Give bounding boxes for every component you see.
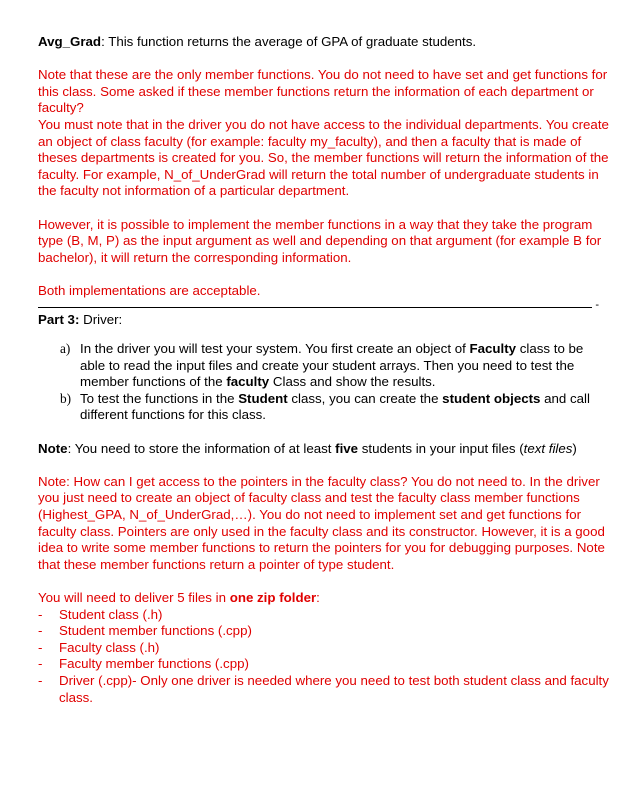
item-b-text-3: and call different functions for this class. <box>80 390 590 423</box>
deliver-heading <box>38 590 612 607</box>
deliverable-faculty-cpp: Faculty member functions (.cpp) <box>59 656 249 672</box>
deliverable-student-h: Student class (.h) <box>59 606 163 622</box>
item-a-text-3: Class and show the results. <box>269 374 436 390</box>
list-item-a <box>38 341 612 391</box>
item-b-text-1: To test the functions in the <box>80 390 239 406</box>
list-item <box>38 673 612 706</box>
note-driver-access: You must note that in the driver you do not have access to the individual departments. You create an object of class faculty (for example: faculty my_faculty), and then a faculty that is made of theses departments is created for you. So, the member functions will return the information of the faculty. For example, N_of_UnderGrad will return the total number of undergraduate students in the faculty not information of a particular department. <box>38 116 609 199</box>
avg-grad-desc: : This function returns the average of GPA of graduate students. <box>101 34 477 49</box>
note-member-functions: Note that these are the only member functions. You do not need to have set and get functions for this class. Some asked if these member functions return the information of each department or faculty? <box>38 67 608 116</box>
note-store-text-3: ) <box>572 440 577 456</box>
item-a-text-1: In the driver you will test your system. You first create an object of <box>80 341 470 357</box>
item-b-bold-student-objects: student objects <box>442 390 541 406</box>
list-marker-a: a) <box>60 341 71 357</box>
note-store-label: Note <box>38 440 68 456</box>
deliver-bold-zip: one zip folder <box>229 590 317 605</box>
list-item <box>38 607 612 624</box>
dash-marker: - <box>38 672 43 688</box>
note-both-acceptable: Both implementations are acceptable. <box>38 282 261 298</box>
dash-marker: - <box>38 623 43 639</box>
divider-dash: - <box>595 298 599 311</box>
item-b-bold-student: Student <box>238 390 288 406</box>
part3-label: Part 3: <box>38 311 80 327</box>
note-store-italic-text-files: text files <box>523 440 573 456</box>
part3-title: Driver: <box>79 311 123 327</box>
avg-grad-term: Avg_Grad <box>38 34 102 49</box>
note-store-paragraph <box>38 441 612 458</box>
section-divider <box>38 298 599 311</box>
note-program-type: However, it is possible to implement the member functions in a way that they take the program type (B, M, P) as the input argument as well and depending on that argument (for example B for bachelor), it will return the corresponding information. <box>38 216 602 265</box>
deliver-text-2: : <box>316 590 320 605</box>
item-a-bold-faculty-lower: faculty <box>226 374 270 390</box>
note-store-bold-five: five <box>335 440 359 456</box>
list-item <box>38 656 612 673</box>
list-item <box>38 623 612 640</box>
note-store-text-1: : You need to store the information of at least <box>67 440 336 456</box>
deliverable-faculty-h: Faculty class (.h) <box>59 639 160 655</box>
document-page <box>38 34 612 706</box>
item-a-bold-faculty: Faculty <box>469 341 517 357</box>
deliverable-student-cpp: Student member functions (.cpp) <box>59 623 252 639</box>
deliverables-list <box>38 607 612 707</box>
avg-grad-paragraph <box>38 34 612 51</box>
dash-marker: - <box>38 639 43 655</box>
dash-marker: - <box>38 656 43 672</box>
note-store-text-2: students in your input files ( <box>358 440 524 456</box>
list-item <box>38 640 612 657</box>
part3-heading <box>38 312 612 329</box>
deliver-text-1: You will need to deliver 5 files in <box>38 590 230 605</box>
list-marker-b: b) <box>60 390 72 406</box>
list-item-b <box>38 391 612 424</box>
deliverable-driver-cpp: Driver (.cpp)- Only one driver is needed where you need to test both student class and faculty class. <box>59 672 609 705</box>
item-a-text-2: class to be able to read the input files and create your student arrays. Then you need to test the member functions of the <box>80 341 584 390</box>
driver-instructions-list <box>38 341 612 424</box>
note-pointers: Note: How can I get access to the pointers in the faculty class? You do not need to. In the driver you just need to create an object of faculty class and test the faculty class member functions (Highest_GPA, N_of_UnderGrad,…). You do not need to implement set and get functions for faculty class. Pointers are only used in the faculty class and its constructor. However, it is a good idea to write some member functions to return the pointers for you for debugging purposes. Note that these member functions return a pointer of type student. <box>38 473 605 572</box>
dash-marker: - <box>38 606 43 622</box>
item-b-text-2: class, you can create the <box>287 390 443 406</box>
